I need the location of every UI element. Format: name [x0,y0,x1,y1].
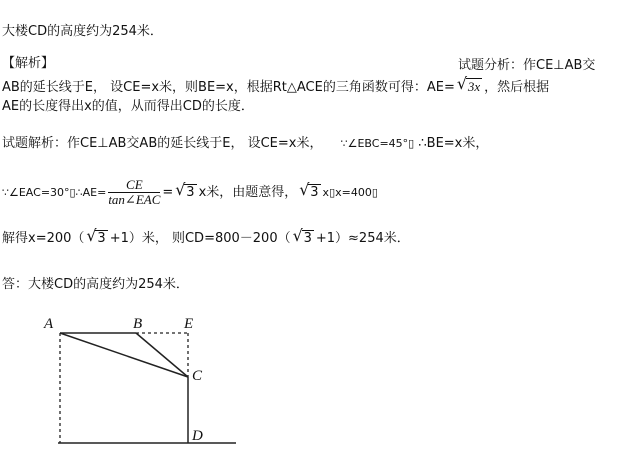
sol-text-2c: = [162,185,174,200]
sol-text-3a: 解得x=200（ [2,231,85,246]
sol-text-2a: ∵∠EAC=30° [2,186,70,199]
analysis-line-3: AE的长度得出x的值，从而得出CD的长度． [2,99,254,114]
sqrt-3-b: √ 3 [299,180,319,200]
point-label-c: C [192,368,203,384]
missing-glyph-icon: ▯ [329,186,336,199]
sqrt-content: 3x [467,79,481,94]
radical-icon: √ [299,180,310,199]
missing-glyph-icon: ▯ [408,137,415,150]
sol-text-1b: ∵∠EBC=45° [340,137,409,150]
sol-text-3b: +1）米， 则CD=800－200（ [109,231,291,246]
missing-glyph-icon: ▯ [371,186,378,199]
fraction-numerator: CE [108,178,160,193]
sqrt-3-c: √ 3 [86,226,106,246]
radical-icon: √ [175,180,186,199]
point-label-a: A [44,316,54,332]
point-label-b: B [133,316,143,332]
segment-bc [136,333,188,377]
final-answer: 答：大楼CD的高度约为254米． [2,277,189,292]
sol-text-2b: ∴AE= [75,186,107,199]
answer-top: 大楼CD的高度约为254米． [2,24,163,39]
radical-icon: √ [86,226,97,245]
sol-text-2d: x米，由题意得， [198,185,298,200]
jiexi-label: 【解析】 [2,56,55,71]
analysis-text-b: ，然后根据 [484,80,550,95]
radical-icon: √ [292,226,303,245]
sol-text-2f: x=400 [335,186,372,199]
sol-text-2e: x [322,186,330,199]
analysis-text-a: AB的延长线于E， 设CE=x米，则BE=x，根据Rt△ACE的三角函数可得：AE= [2,80,455,95]
point-label-d: D [192,428,203,444]
sol-text-1a: 试题解析：作CE⊥AB交AB的延长线于E， 设CE=x米， [2,136,323,151]
fraction-denominator: tan∠EAC [108,192,161,207]
analysis-label: 试题分析：作CE⊥AB交 [458,58,596,73]
missing-glyph-icon: ▯ [69,186,76,199]
sqrt-3-a: √ 3 [175,180,195,200]
segment-ac [60,333,188,377]
sqrt-3-d: √ 3 [292,226,312,246]
radical-icon: √ [456,74,468,93]
sol-text-3c: +1）≈254米． [315,231,410,246]
sol-text-1c: ∴BE=x米， [418,136,489,151]
point-label-e: E [184,316,194,332]
